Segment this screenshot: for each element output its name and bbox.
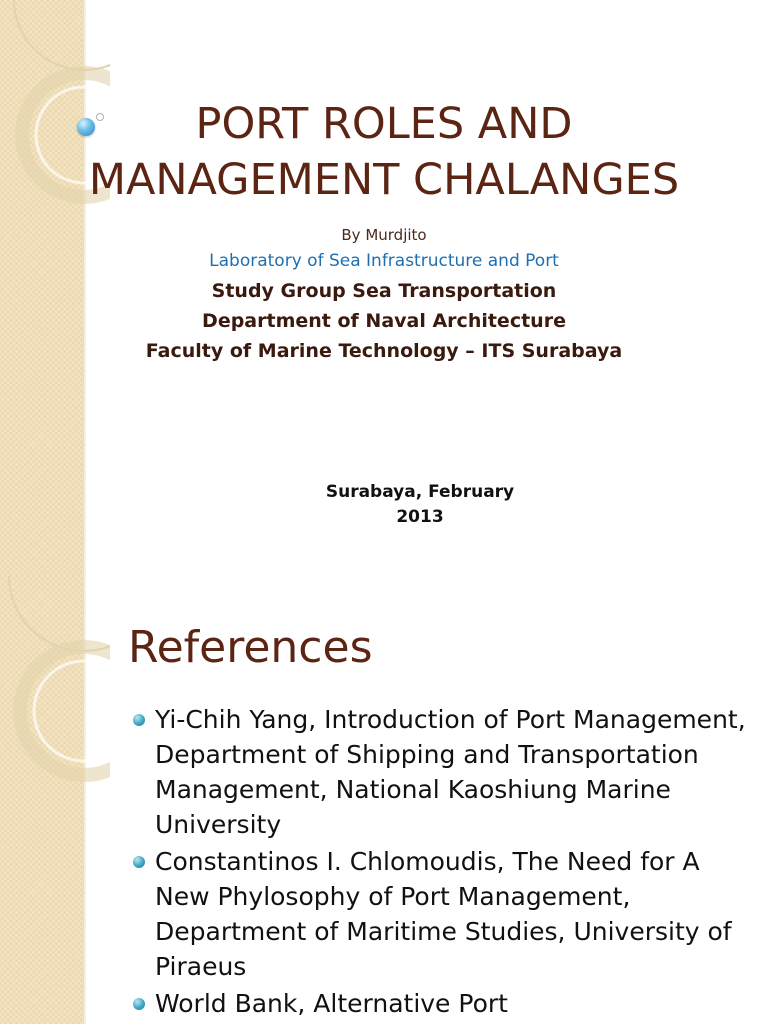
list-item — [130, 702, 750, 842]
strip-divider — [84, 576, 86, 1024]
date-line-1: Surabaya, February — [325, 482, 515, 502]
department-line: Department of Naval Architecture — [202, 310, 566, 332]
bullet-icon — [133, 714, 145, 726]
faculty-line: Faculty of Marine Technology – ITS Surabaya — [145, 340, 623, 362]
reference-text: Constantinos I. Chlomoudis, The Need for A New Phylosophy of Port Management, Department of Maritime Studies, University of Piraeus — [155, 847, 732, 981]
date-block — [220, 480, 620, 530]
title-line-1: PORT ROLES AND — [195, 99, 573, 149]
author-line: By Murdjito — [341, 226, 427, 244]
references-slide — [0, 576, 768, 1024]
reference-text: Yi-Chih Yang, Introduction of Port Management, Department of Shipping and Transportation Management, National Kaoshiung Marine University — [155, 705, 746, 839]
group-line: Study Group Sea Transportation — [211, 280, 557, 302]
list-item — [130, 986, 750, 1021]
decorative-side-strip — [0, 576, 85, 1024]
lab-line: Laboratory of Sea Infrastructure and Port — [209, 251, 559, 271]
list-item — [130, 844, 750, 984]
slide-title — [40, 96, 728, 208]
reference-text: World Bank, Alternative Port — [155, 989, 508, 1018]
references-list — [130, 702, 750, 1023]
title-line-2: MANAGEMENT CHALANGES — [88, 155, 680, 205]
bullet-icon — [133, 856, 145, 868]
date-line-2: 2013 — [396, 507, 444, 527]
bullet-icon — [133, 998, 145, 1010]
subtitle-block — [60, 224, 708, 366]
references-title: References — [128, 622, 373, 673]
